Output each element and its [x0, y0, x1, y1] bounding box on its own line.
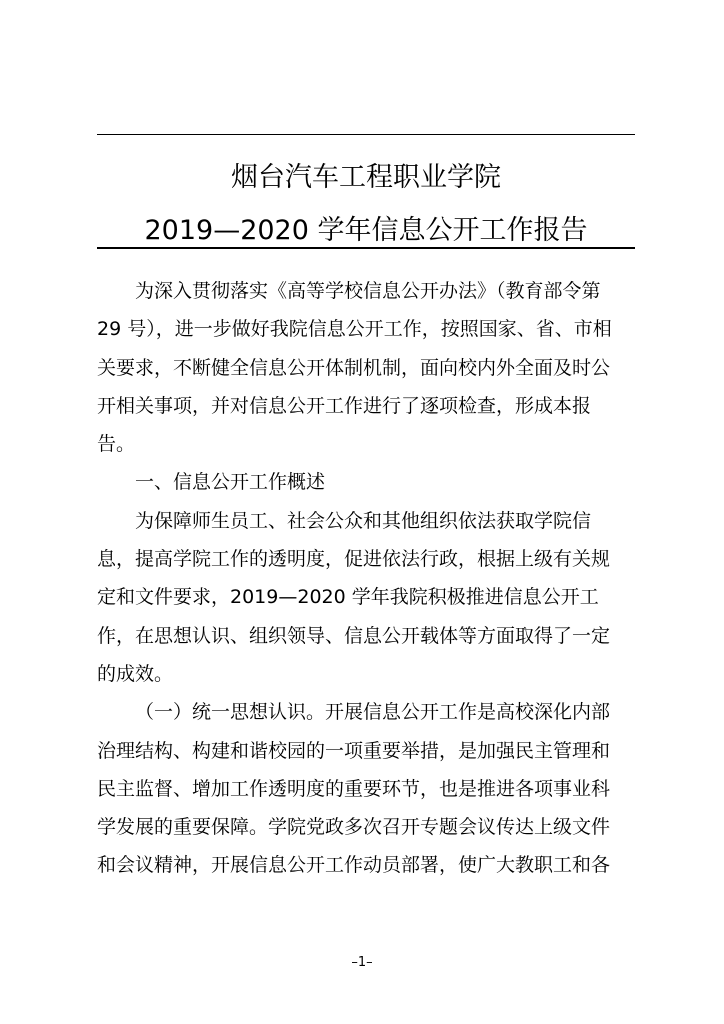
- header-rule: [97, 134, 635, 135]
- paragraph-intro: [97, 272, 637, 463]
- paragraph-line: 学发展的重要保障。学院党政多次召开专题会议传达上级文件: [97, 816, 611, 839]
- paragraph-line: 为保障师生员工、社会公众和其他组织依法获取学院信: [135, 509, 592, 532]
- paragraph-line: 息，提高学院工作的透明度，促进依法行政，根据上级有关规: [97, 548, 611, 571]
- paragraph-line: 关要求，不断健全信息公开体制机制，面向校内外全面及时公: [97, 356, 611, 379]
- paragraph-unify-thinking: [97, 693, 637, 884]
- document-title-line-1: 烟台汽车工程职业学院: [231, 162, 501, 193]
- paragraph-line: 为深入贯彻落实《高等学校信息公开办法》（教育部令第: [135, 280, 601, 302]
- paragraph-line: 民主监督、增加工作透明度的重要环节，也是推进各项事业科: [97, 777, 611, 800]
- document-title-line-2: 2019—2020 学年信息公开工作报告: [144, 215, 588, 246]
- paragraph-line: 和会议精神，开展信息公开工作动员部署，使广大教职工和各: [97, 854, 611, 877]
- paragraph-line: 29 号），进一步做好我院信息公开工作，按照国家、省、市相: [97, 318, 612, 341]
- paragraph-overview: [97, 502, 637, 693]
- paragraph-line: 治理结构、构建和谐校园的一项重要举措，是加强民主管理和: [97, 739, 611, 762]
- paragraph-line: 开相关事项，并对信息公开工作进行了逐项检查，形成本报: [97, 394, 592, 417]
- paragraph-line: 作，在思想认识、组织领导、信息公开载体等方面取得了一定: [97, 624, 611, 647]
- paragraph-line: 定和文件要求，2019—2020 学年我院积极推进信息公开工: [97, 586, 599, 609]
- section-heading-overview: [97, 463, 637, 501]
- paragraph-line: （一）统一思想认识。开展信息公开工作是高校深化内部: [135, 701, 611, 724]
- page-number: –1–: [351, 955, 373, 970]
- section-heading: 一、信息公开工作概述: [135, 471, 326, 494]
- paragraph-line: 告。: [97, 433, 136, 456]
- document-body: [97, 272, 637, 885]
- paragraph-line: 的成效。: [97, 662, 174, 685]
- title-underline-rule: [97, 247, 635, 249]
